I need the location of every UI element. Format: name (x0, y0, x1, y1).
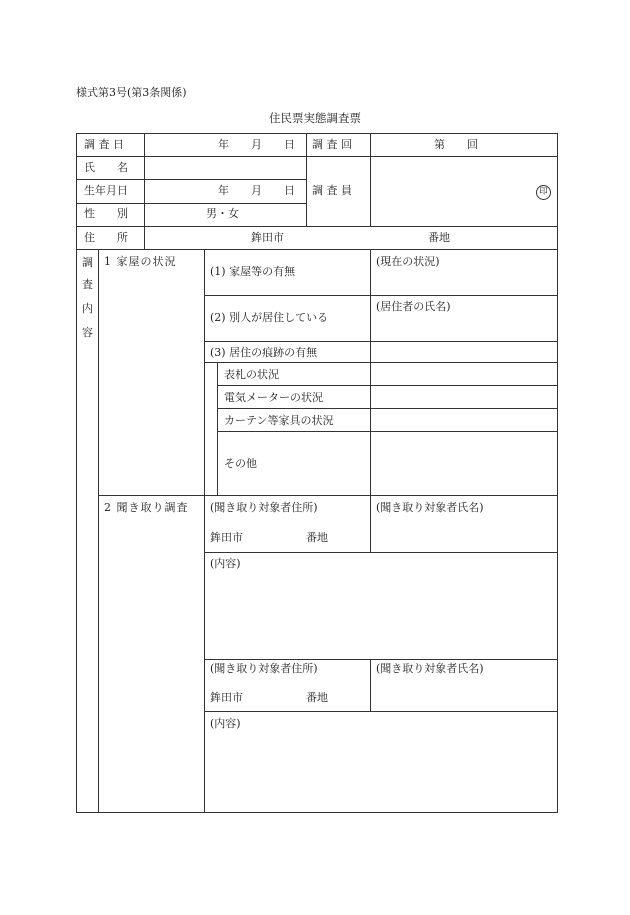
survey-form-table (76, 133, 558, 813)
interview-2-content-label[interactable]: (内容) (210, 717, 241, 730)
interview-2-address-label: (聞き取り対象者住所) (210, 662, 318, 675)
content-label-3: 内 (82, 302, 93, 315)
house-heading: 1 家屋の状況 (104, 255, 177, 268)
interview-2-banchi: 番地 (306, 691, 328, 704)
birth-value[interactable]: 年 月 日 (218, 184, 295, 197)
house-item-2-note[interactable]: (居住者の氏名) (376, 300, 451, 313)
seal-mark-icon: 印 (536, 185, 551, 200)
interview-1-address-label: (聞き取り対象者住所) (210, 501, 318, 514)
sub-item-electric-meter: 電気メーターの状況 (224, 391, 323, 404)
sub-item-nameplate: 表札の状況 (224, 368, 279, 381)
interview-1-content-label[interactable]: (内容) (210, 557, 241, 570)
surveyor-label: 調 査 員 (312, 184, 352, 197)
sub-item-curtain-furniture: カーテン等家具の状況 (224, 414, 334, 427)
birth-label: 生年月日 (84, 184, 128, 197)
house-item-2: (2) 別人が居住している (210, 311, 329, 324)
house-item-1-note[interactable]: (現在の状況) (376, 255, 440, 268)
table-grid-lines (76, 133, 558, 813)
interview-2-city: 鉾田市 (210, 691, 243, 704)
name-label: 氏 名 (84, 161, 128, 174)
house-item-3: (3) 居住の痕跡の有無 (210, 346, 318, 359)
survey-date-label: 調 査 日 (84, 138, 124, 151)
form-number: 様式第3号(第3条関係) (76, 86, 187, 99)
form-title: 住民票実態調査票 (269, 111, 361, 125)
name-field[interactable] (148, 159, 302, 176)
content-label-2: 査 (82, 278, 93, 291)
interview-2-name-label[interactable]: (聞き取り対象者氏名) (376, 662, 484, 675)
interview-1-banchi: 番地 (306, 531, 328, 544)
sub-item-other: その他 (224, 457, 257, 470)
content-label-4: 容 (82, 326, 93, 339)
address-label: 住 所 (84, 231, 128, 244)
survey-round-value[interactable]: 第 回 (434, 138, 478, 151)
survey-date-value[interactable]: 年 月 日 (218, 138, 295, 151)
interview-heading: 2 聞き取り調査 (104, 501, 189, 514)
survey-round-label: 調 査 回 (312, 138, 352, 151)
house-item-1: (1) 家屋等の有無 (210, 265, 296, 278)
address-city: 鉾田市 (251, 231, 284, 244)
gender-value[interactable]: 男・女 (206, 207, 239, 220)
address-banchi: 番地 (428, 231, 450, 244)
gender-label: 性 別 (84, 207, 128, 220)
interview-1-city: 鉾田市 (210, 531, 243, 544)
content-label-1: 調 (82, 256, 93, 269)
interview-1-name-label[interactable]: (聞き取り対象者氏名) (376, 501, 484, 514)
